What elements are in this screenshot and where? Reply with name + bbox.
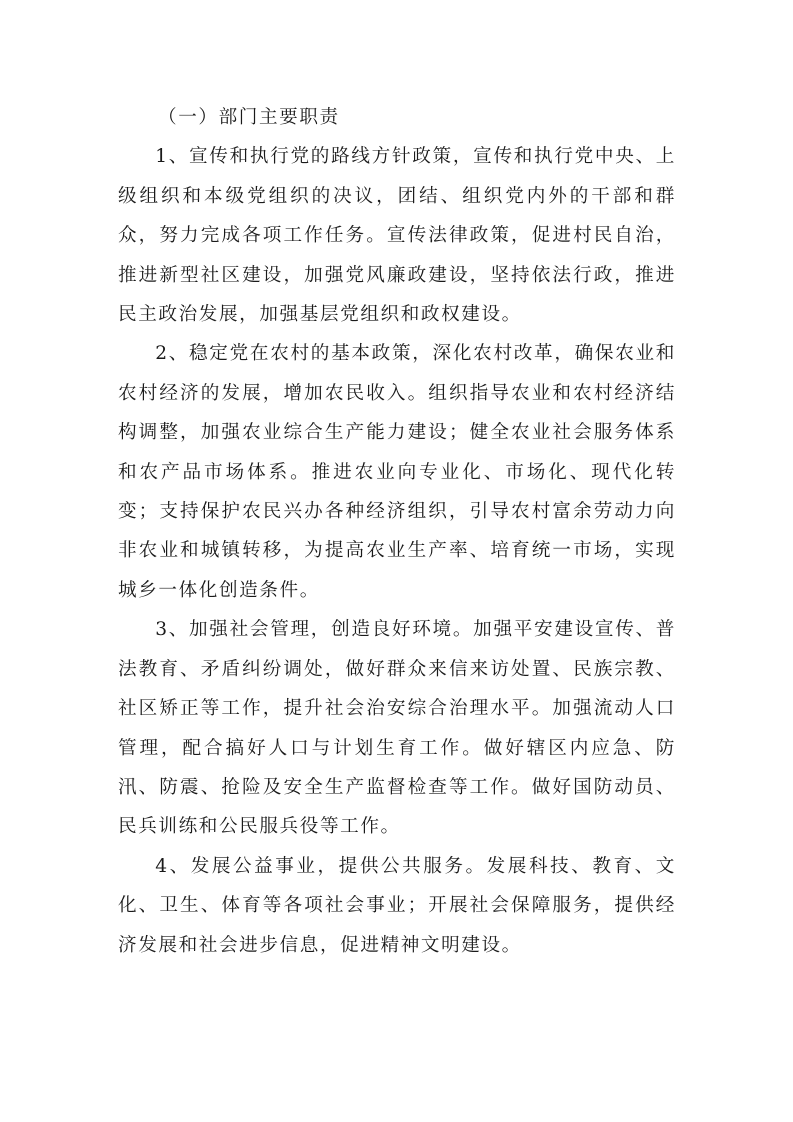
paragraph-duty-1: 1、宣传和执行党的路线方针政策，宣传和执行党中央、上级组织和本级党组织的决议，团结、组织党内外的干部和群众，努力完成各项工作任务。宣传法律政策，促进村民自治，推进新型社区建设，加强党风廉政建设，坚持依法行政，推进民主政治发展，加强基层党组织和政权建设。 <box>118 146 676 326</box>
paragraph-duty-2: 2、稳定党在农村的基本政策，深化农村改革，确保农业和农村经济的发展，增加农民收入。组织指导农业和农村经济结构调整，加强农业综合生产能力建设；健全农业社会服务体系和农产品市场体系。推进农业向专业化、市场化、现代化转变；支持保护农民兴办各种经济组织，引导农村富余劳动力向非农业和城镇转移，为提高农业生产率、培育统一市场，实现城乡一体化创造条件。 <box>118 343 676 601</box>
paragraph-duty-3: 3、加强社会管理，创造良好环境。加强平安建设宣传、普法教育、矛盾纠纷调处，做好群众来信来访处置、民族宗教、社区矫正等工作，提升社会治安综合治理水平。加强流动人口管理，配合搞好人口与计划生育工作。做好辖区内应急、防汛、防震、抢险及安全生产监督检查等工作。做好国防动员、民兵训练和公民服兵役等工作。 <box>118 619 676 838</box>
paragraph-duty-4: 4、发展公益事业，提供公共服务。发展科技、教育、文化、卫生、体育等各项社会事业；开展社会保障服务，提供经济发展和社会进步信息，促进精神文明建设。 <box>118 855 676 956</box>
document-body <box>118 98 676 965</box>
section-heading: （一）部门主要职责 <box>158 107 340 128</box>
